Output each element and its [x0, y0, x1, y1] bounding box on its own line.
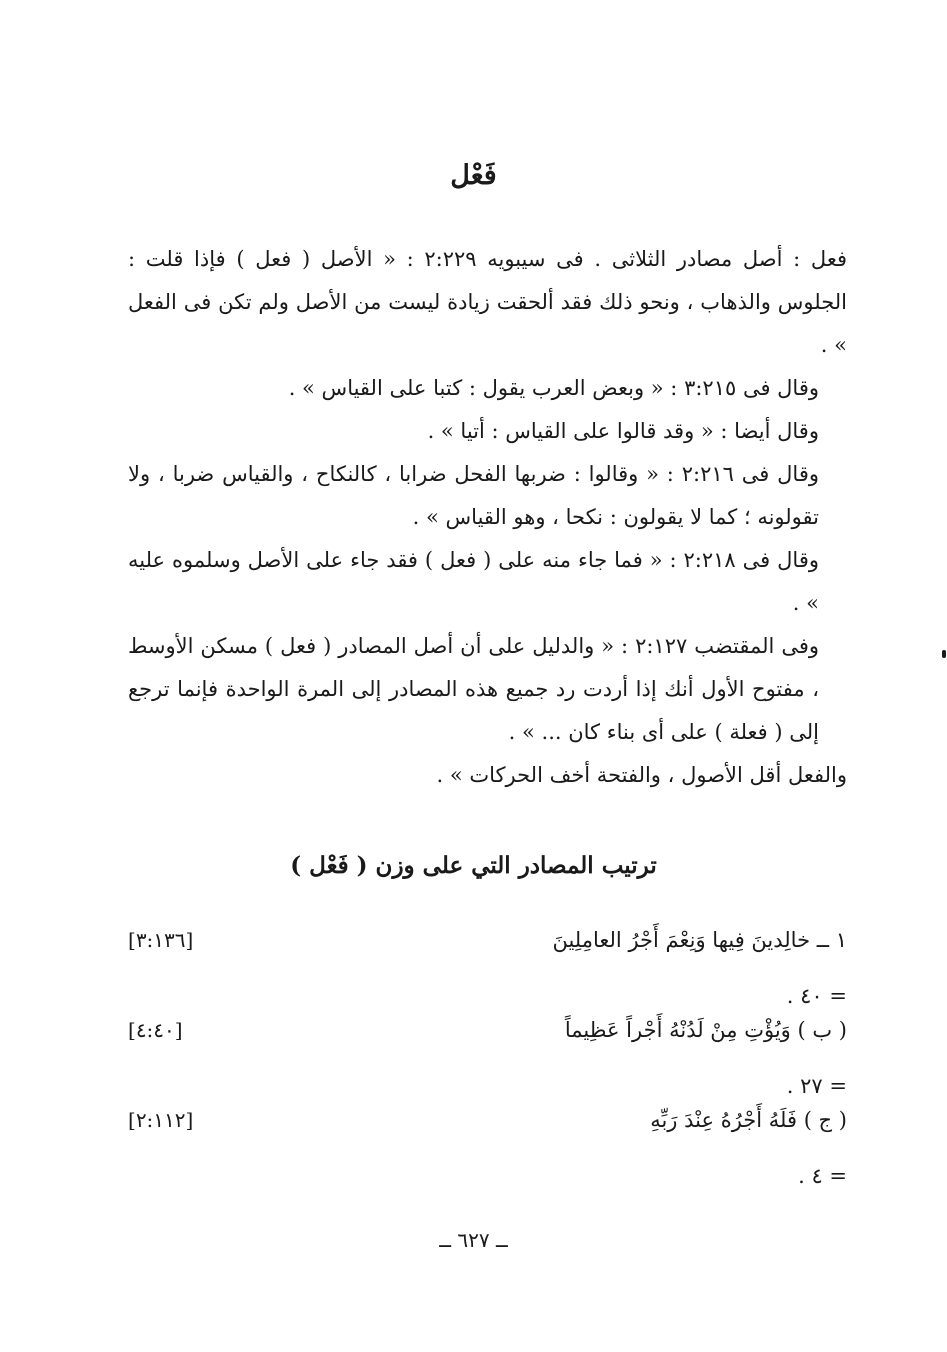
verse-count: = ٤٠ .	[786, 984, 847, 1008]
verse-entries	[128, 928, 847, 1198]
paragraph: وقال فى ٣:٢١٥ : « وبعض العرب يقول : كتبا على القياس » .	[288, 376, 819, 400]
verse-text: ١ ــ خالِدينَ فِيها وَنِعْمَ أَجْرُ العامِلِينَ	[552, 928, 847, 952]
verse-text: ( ب ) وَيُؤْتِ مِنْ لَدُنْهُ أَجْراً عَظِيماً	[564, 1018, 847, 1042]
verse-text: ( ج ) فَلَهُ أَجْرُهُ عِنْدَ رَبِّهِ	[650, 1108, 847, 1132]
verse-entry	[128, 1108, 847, 1154]
verse-reference: [٣:١٣٦]	[128, 928, 194, 952]
paragraph: وقال أيضا : « وقد قالوا على القياس : أتيا » .	[427, 419, 819, 443]
scan-mark	[942, 650, 946, 658]
verse-count: = ٢٧ .	[786, 1074, 847, 1098]
paragraph: والفعل أقل الأصول ، والفتحة أخف الحركات » .	[436, 763, 847, 787]
section-heading: ترتيب المصادر التي على وزن ( فَعْل )	[290, 852, 657, 879]
verse-entry	[128, 928, 847, 974]
verse-count: = ٤ .	[798, 1164, 847, 1188]
paragraph: وقال فى ٢:٢١٨ : « فما جاء منه على ( فعل ) فقد جاء على الأصل وسلموه عليه » .	[128, 548, 819, 615]
paragraph: وقال فى ٢:٢١٦ : « وقالوا : ضربها الفحل ضرابا ، كالنكاح ، والقياس ضربا ، ولا تقولونه ؛ كما لا يقولون : نكحا ، وهو القياس » .	[128, 462, 819, 529]
body-text	[128, 238, 847, 797]
verse-reference: [٢:١١٢]	[128, 1108, 194, 1132]
page-title: فَعْل	[450, 160, 497, 191]
paragraph: فعل : أصل مصادر الثلاثى . فى سيبويه ٢:٢٢٩ : « الأصل ( فعل ) فإذا قلت : الجلوس والذهاب ، ونحو ذلك فقد ألحقت زيادة ليست من الأصل ولم تكن فى الفعل » .	[128, 247, 847, 357]
page-number: ــ ٦٢٧ ــ	[439, 1228, 508, 1252]
paragraph: وفى المقتضب ٢:١٢٧ : « والدليل على أن أصل المصادر ( فعل ) مسكن الأوسط ، مفتوح الأول أنك إذا أردت رد جميع هذه المصادر إلى المرة الواحدة فإنما ترجع إلى ( فعلة ) على أى بناء كان ... » .	[128, 634, 819, 744]
verse-entry	[128, 1018, 847, 1064]
verse-reference: [٤:٤٠]	[128, 1018, 183, 1042]
